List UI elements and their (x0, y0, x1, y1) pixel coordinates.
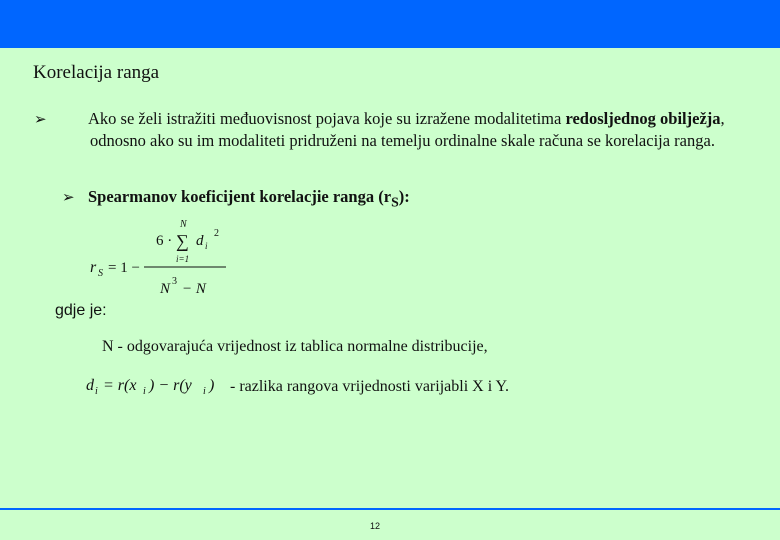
d-formula-rhs: = r(x (103, 377, 137, 394)
bullet-1-text-a: Ako se želi istražiti međuovisnost pojava koje su izražene modalitetima (88, 109, 566, 128)
formula-den-tail: − N (182, 281, 206, 297)
n-definition: N - odgovarajuća vrijednost iz tablica normalne distribucije, (102, 338, 488, 355)
formula-eq: = 1 − (108, 260, 140, 276)
formula-d-sup: 2 (214, 228, 219, 239)
sum-upper: N (180, 219, 187, 230)
bullet-2 (62, 186, 742, 213)
formula-den-sup: 3 (172, 276, 177, 287)
page-number: 12 (370, 521, 381, 531)
d-formula-sub-x: i (143, 386, 146, 397)
bullet-1-bold: redosljednog obilježja (565, 109, 721, 128)
formula-lhs: r (90, 259, 97, 276)
sum-sign: ∑ (176, 231, 189, 251)
formula-num-coef: 6 · (156, 233, 173, 249)
d-formula (86, 370, 226, 400)
formula-d-sub: i (205, 241, 208, 251)
d-definition: - razlika rangova vrijednosti varijabli X i Y. (230, 378, 510, 395)
d-formula-end: ) (209, 377, 215, 394)
bullet-1 (34, 108, 742, 152)
bullet-2-sub: S (391, 194, 399, 210)
sum-lower: i=1 (176, 254, 190, 264)
footer-line (0, 508, 780, 510)
slide-title: Korelacija ranga (33, 62, 160, 83)
bullet-1-text-b: , odnosno ako su im modaliteti pridruženi na temelju ordinalne skale računa se korelacija ranga. (90, 109, 725, 150)
bullet-2-end: ): (398, 187, 410, 206)
d-formula-d: d (86, 377, 94, 394)
bullet-2-text: Spearmanov koeficijent korelacjie ranga (r (88, 187, 392, 206)
arrow-bullet-icon: ➢ (62, 188, 75, 206)
d-formula-sub: i (95, 386, 98, 397)
arrow-bullet-icon: ➢ (34, 110, 47, 128)
d-formula-mid: ) − r(y (149, 377, 192, 394)
d-formula-sub-y: i (203, 386, 206, 397)
formula-lhs-sub: S (98, 268, 103, 279)
header-bar (0, 0, 780, 48)
spearman-formula (88, 214, 238, 300)
formula-den: N (160, 281, 171, 297)
formula-d: d (196, 233, 204, 249)
gdje-label: gdje je: (55, 302, 107, 319)
